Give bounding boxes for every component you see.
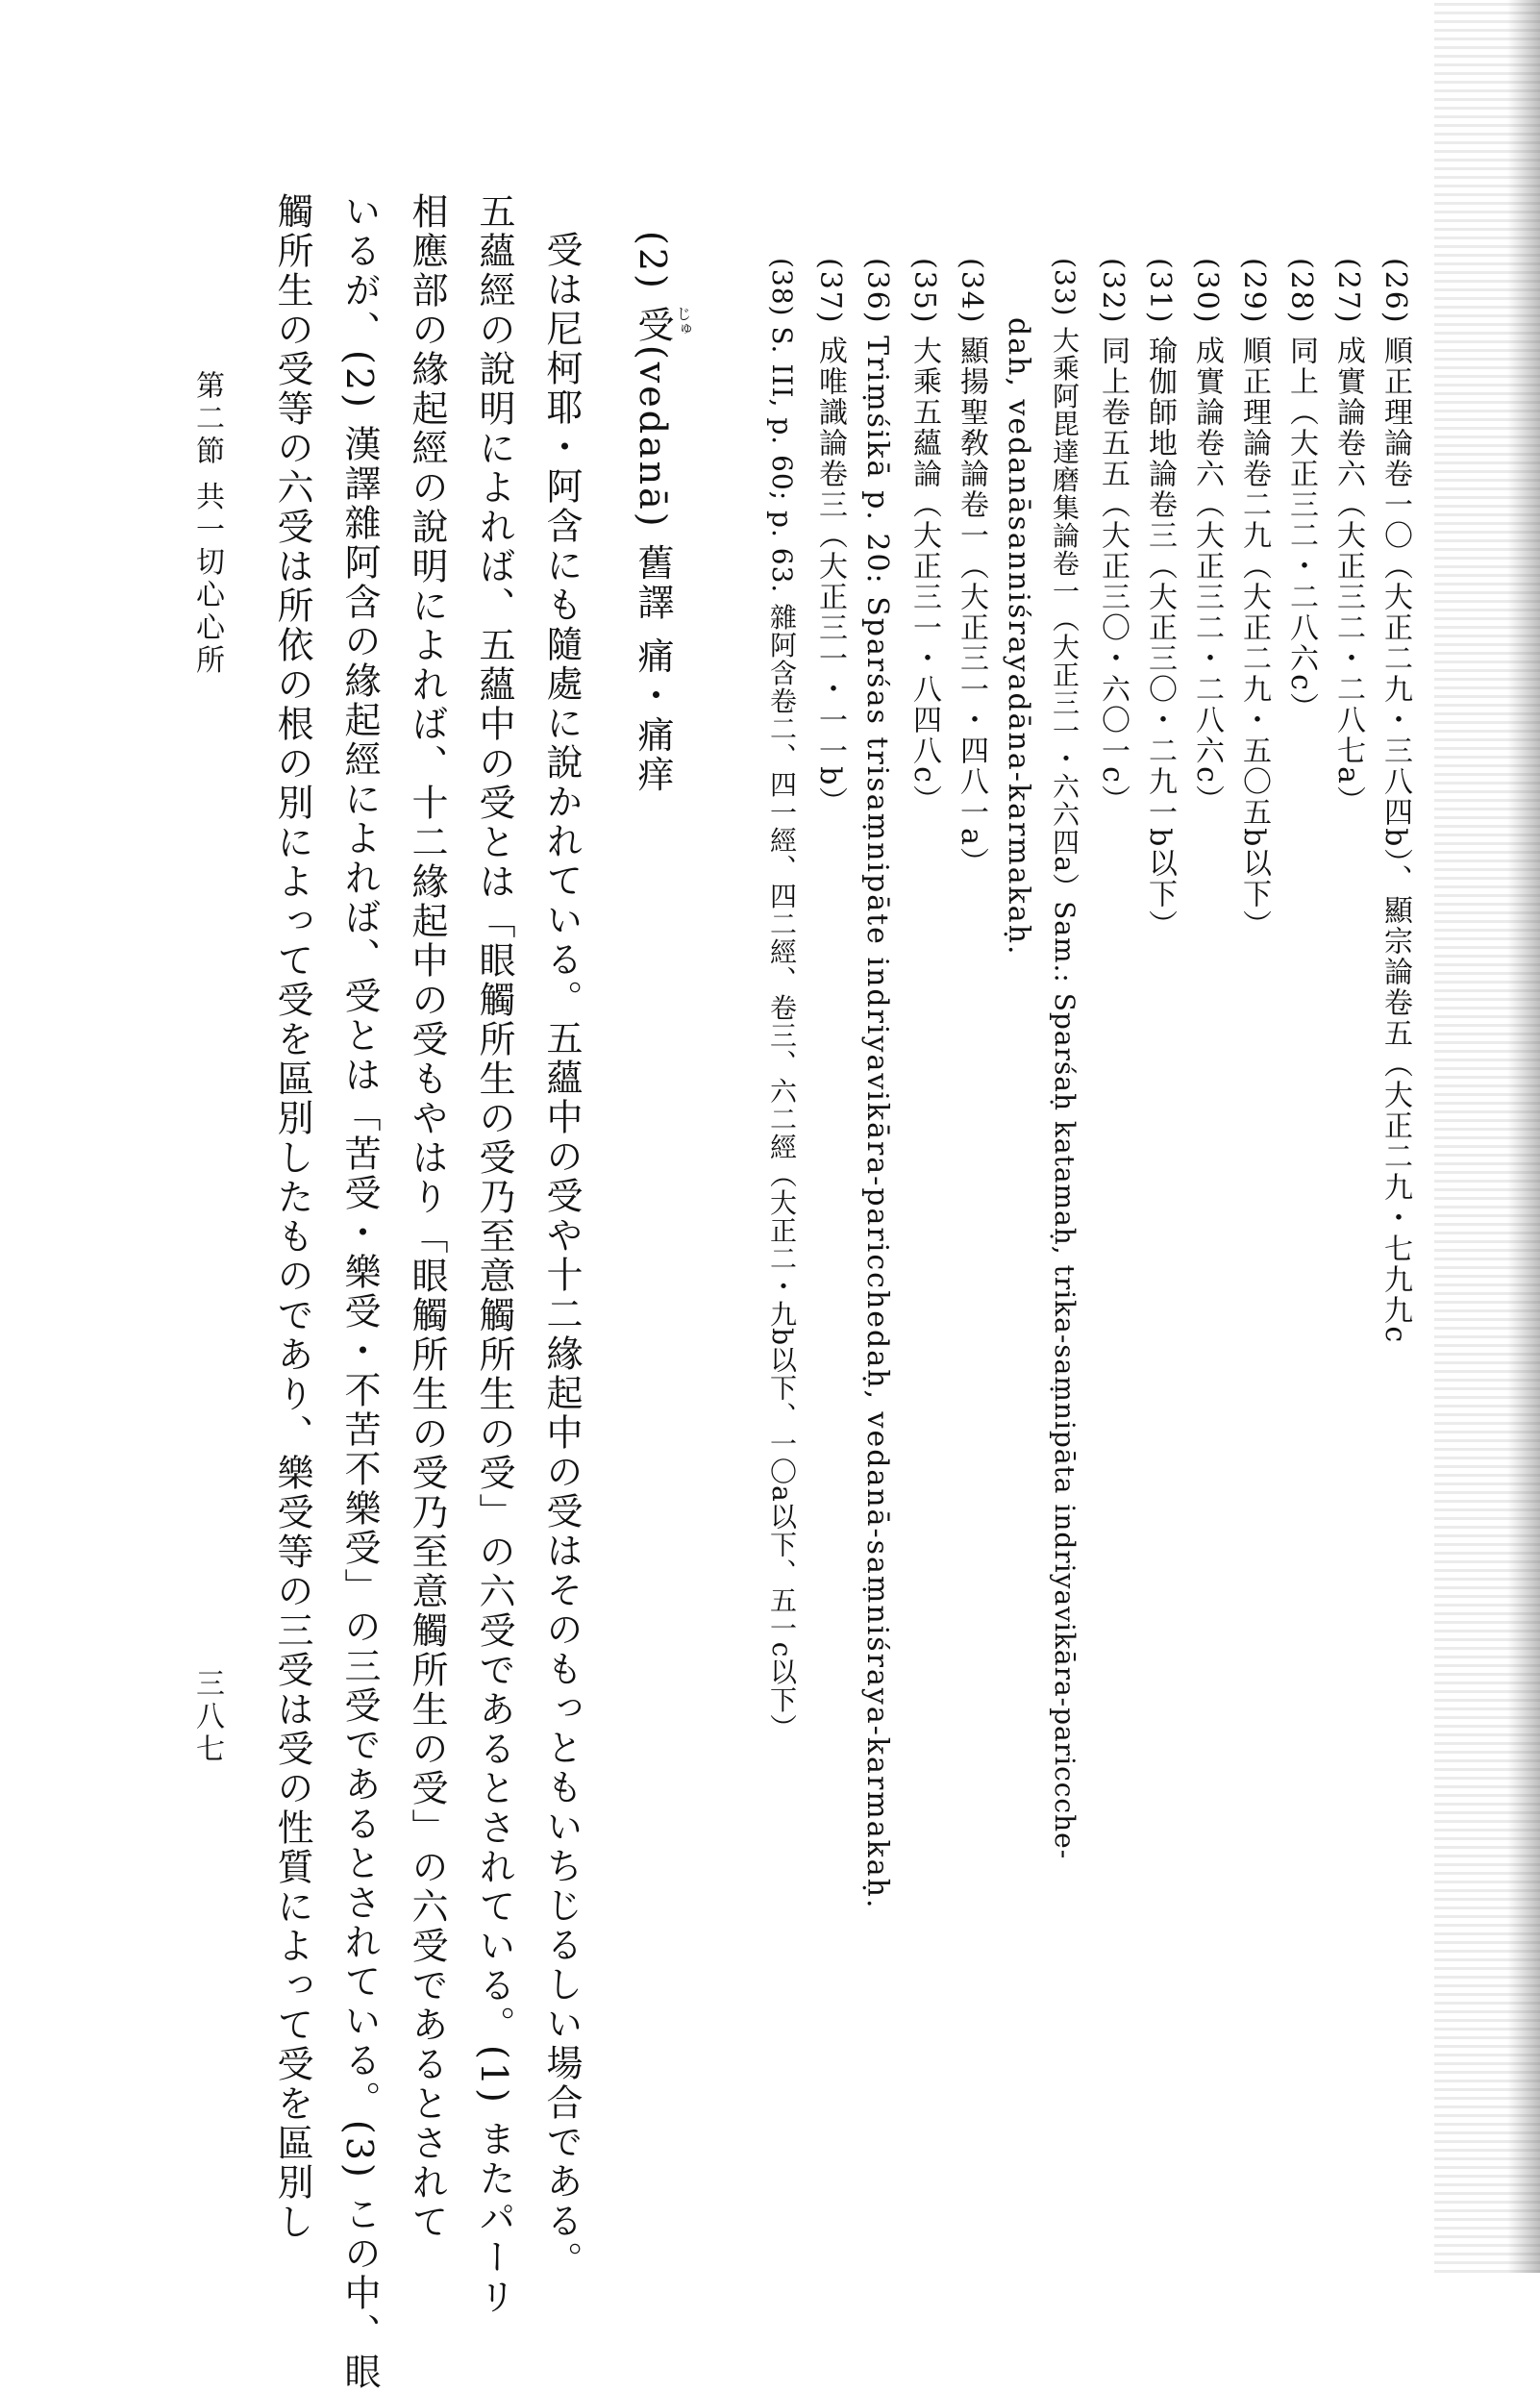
body-line-4: いるが、(2) 漢譯雜阿含の緣起經によれば、受とは「苦受・樂受・不苦不樂受」の三受であるとされている。(3) この中、眼 [338, 192, 381, 2392]
footnote-36: (36) Triṃśikā p. 20: Sparśas trisaṃnipāte indriyavikāra-paricchedaḥ, vedanā-saṃniśraya-karmakaḥ. [860, 258, 894, 1910]
footnote-30: (30) 成實論卷六（大正三二・二八六c） [1190, 258, 1224, 815]
body-line-5: 觸所生の受等の六受は所依の根の別によって受を區別したものであり、樂受等の三受は受の性質によって受を區別し [271, 192, 313, 2242]
footnote-28: (28) 同上（大正三二・二八六c） [1284, 258, 1318, 723]
section-heading-ruby: じゅ [674, 306, 692, 336]
footnote-32: (32) 同上卷五五（大正三〇・六〇一c） [1096, 258, 1130, 815]
footnote-38: (38) S. III, p. 60; p. 63. 雜阿含卷二、四一經、四二經、卷三、六二經（大正二・九b以下、一〇a以下、五一c以下） [766, 258, 798, 1742]
scan-edge-shadow [1507, 0, 1540, 2273]
footnote-29: (29) 順正理論卷二九（大正二九・五〇五b以下） [1237, 258, 1271, 941]
footnote-35: (35) 大乘五蘊論（大正三一・八四八c） [907, 258, 941, 815]
footnote-31: (31) 瑜伽師地論卷三（大正三〇・二九一b以下） [1143, 258, 1177, 941]
footnote-37: (37) 成唯識論卷三（大正三一・一一b） [813, 258, 847, 818]
running-section-title: 第二節 共一切心心所 [190, 370, 224, 678]
footnote-27: (27) 成實論卷六（大正三二・二八七a） [1331, 258, 1365, 817]
body-line-3: 相應部の緣起經の說明によれば、十二緣起中の受もやはり「眼觸所生の受乃至意觸所生の受」の六受であるとされて [406, 192, 448, 2242]
footnote-33: (33) 大乘阿毘達磨集論卷一（大正三一・六六四a）Sam.: Sparśaḥ katamaḥ, trika-saṃnipāta indriyavikāra-pariccche- [1049, 258, 1080, 1860]
footnote-34: (34) 顯揚聖敎論卷一（大正三一・四八一a） [955, 258, 988, 879]
page-number: 三八七 [190, 1668, 224, 1766]
footnote-33-continued: dah, vedanāsanniśrayadāna-karmakaḥ. [1002, 317, 1035, 957]
footnote-26: (26) 順正理論卷一〇（大正二九・三八四b）、顯宗論卷五（大正二九・七九九c [1379, 258, 1412, 1345]
body-line-2: 五蘊經の說明によれば、五蘊中の受とは「眼觸所生の受乃至意觸所生の受」の六受であるとされている。(1) またパーリ [473, 192, 515, 2317]
body-line-1: 受は尼柯耶・阿含にも隨處に說かれている。五蘊中の受や十二緣起中の受はそのもっともいちじるしい場合である。 [540, 231, 583, 2280]
section-heading: (2) 受(vedanā) 舊譯 痛・痛痒 [632, 231, 674, 795]
